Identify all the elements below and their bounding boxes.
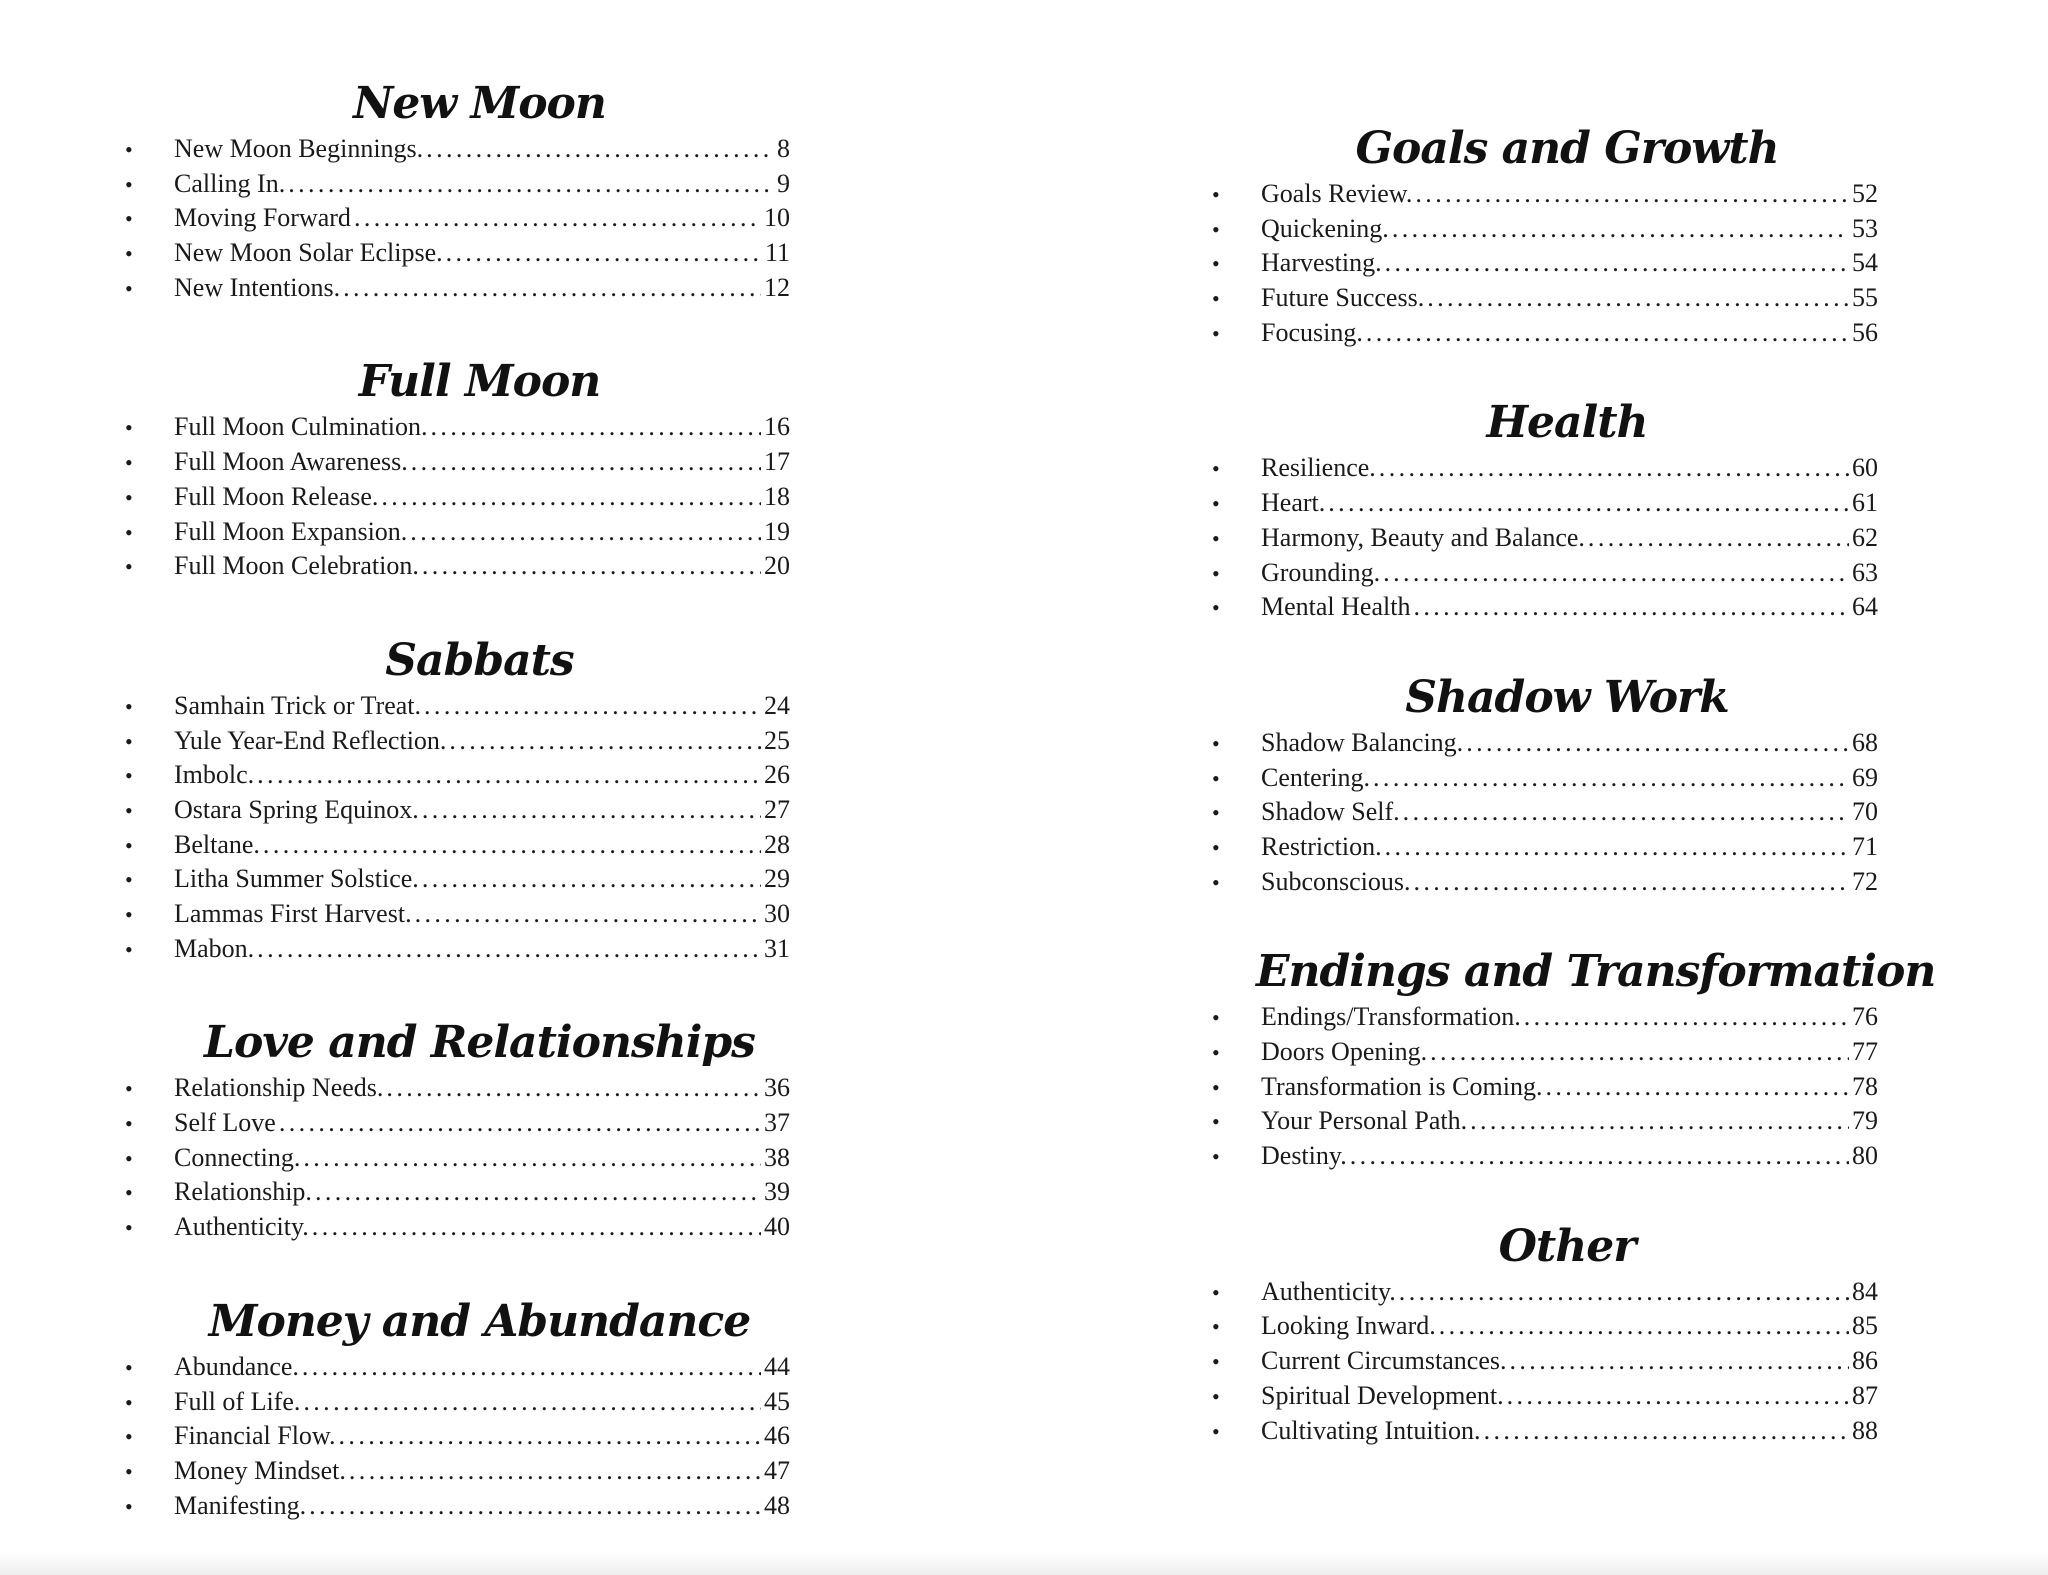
entry-title: Goals Review. [1261, 179, 1413, 208]
entry-title: Moving Forward [174, 203, 351, 233]
page-number: 20 [764, 551, 790, 581]
page-number: 53 [1852, 213, 1878, 243]
toc-entry [1212, 726, 1878, 761]
entry-title: Transformation is Coming. [1261, 1071, 1543, 1101]
entry-title: Litha Summer Solstice. [174, 864, 419, 894]
page-number: 26 [764, 760, 790, 790]
entry-title: Focusing. [1261, 317, 1363, 347]
entry-title: Mabon. [174, 933, 255, 963]
toc-section-new-moon [125, 76, 790, 305]
dot-leader [1466, 726, 1849, 761]
dot-leader [431, 410, 761, 445]
bullet-icon: • [1212, 1144, 1220, 1170]
page-number: 37 [764, 1108, 790, 1138]
entry-title: Full Moon Release. [174, 481, 379, 511]
dot-leader [422, 862, 761, 897]
page-number: 62 [1852, 522, 1878, 552]
entry-title: New Moon Beginnings. [174, 134, 424, 163]
bullet-icon: • [1212, 800, 1220, 826]
toc-entry [125, 1210, 790, 1245]
bullet-icon: • [125, 1389, 133, 1415]
dot-leader [1484, 1414, 1849, 1449]
bullet-icon: • [1212, 869, 1220, 895]
page-number: 12 [764, 272, 790, 302]
bullet-icon: • [1212, 456, 1220, 482]
toc-entry [1212, 761, 1878, 796]
section-heading: Other [1498, 1220, 1636, 1272]
page-number: 10 [764, 203, 790, 233]
entry-title: Endings/Transformation. [1261, 1002, 1521, 1032]
entry-title: Destiny. [1261, 1141, 1347, 1171]
bullet-icon: • [125, 1458, 133, 1484]
entry-title: Full Moon Expansion. [174, 516, 408, 546]
bullet-icon: • [125, 484, 133, 510]
toc-entry [125, 897, 790, 932]
toc-entry [125, 549, 790, 584]
dot-leader [422, 549, 761, 584]
entry-title: Beltane. [174, 829, 260, 859]
dot-leader [1415, 177, 1849, 212]
page-number: 17 [764, 447, 790, 477]
toc-entry-list [125, 689, 790, 967]
toc-entry [1212, 1414, 1878, 1449]
dot-leader [349, 1454, 761, 1489]
page-number: 85 [1852, 1311, 1878, 1341]
page-number: 38 [764, 1142, 790, 1172]
toc-entry-list [125, 132, 790, 305]
dot-leader [1328, 486, 1849, 521]
section-heading: Goals and Growth [1355, 123, 1779, 174]
dot-leader [303, 1141, 761, 1176]
entry-title: Authenticity. [1261, 1276, 1396, 1306]
page-number: 79 [1852, 1106, 1878, 1136]
section-heading: Money and Abundance [208, 1295, 751, 1347]
toc-entry-list [1212, 1000, 1878, 1173]
page-number: 88 [1852, 1415, 1878, 1445]
page-number: 27 [764, 794, 790, 824]
dot-leader [343, 271, 761, 306]
toc-entry [125, 1385, 790, 1420]
toc-entry [125, 1419, 790, 1454]
page-number: 19 [764, 516, 790, 546]
toc-entry [125, 1350, 790, 1385]
toc-entry [1212, 1309, 1878, 1344]
dot-leader [303, 1385, 761, 1420]
dot-leader [1392, 212, 1849, 247]
toc-entry [125, 1141, 790, 1176]
toc-entry-list [1212, 1275, 1878, 1448]
toc-entry-list [1212, 451, 1878, 624]
dot-leader [1403, 795, 1849, 830]
bullet-icon: • [1212, 1109, 1220, 1135]
entry-title: Authenticity. [174, 1212, 309, 1242]
toc-entry [125, 1106, 790, 1141]
toc-entry-list [125, 1071, 790, 1244]
bullet-icon: • [125, 832, 133, 858]
dot-leader [339, 1419, 761, 1454]
dot-leader [1427, 281, 1849, 316]
entry-title: Current Circumstances. [1261, 1346, 1507, 1376]
toc-entry [125, 201, 790, 236]
bullet-icon: • [1212, 560, 1220, 586]
bullet-icon: • [1212, 251, 1220, 277]
toc-entry [125, 132, 790, 167]
toc-entry [125, 1071, 790, 1106]
section-heading: Shadow Work [1405, 671, 1729, 723]
page-number: 63 [1852, 557, 1878, 587]
page-number: 77 [1852, 1037, 1878, 1066]
entry-title: Lammas First Harvest. [174, 899, 412, 928]
bullet-icon: • [1212, 1314, 1220, 1340]
entry-title: Samhain Trick or Treat. [174, 690, 422, 720]
bullet-icon: • [125, 936, 133, 962]
toc-section-endings-and-transformation [1212, 944, 1936, 1173]
bullet-icon: • [125, 171, 133, 197]
entry-title: Harvesting. [1261, 248, 1382, 278]
toc-section-other [1212, 1219, 1878, 1448]
page-number: 28 [764, 829, 790, 859]
dot-leader [446, 236, 762, 271]
dot-leader [1383, 556, 1849, 591]
toc-section-health [1212, 395, 1878, 624]
page-number: 68 [1852, 727, 1878, 757]
dot-leader [1385, 830, 1849, 865]
dot-leader [449, 724, 761, 759]
bullet-icon: • [125, 1493, 133, 1519]
bullet-icon: • [125, 1076, 133, 1102]
entry-title: Grounding. [1261, 557, 1381, 587]
bullet-icon: • [1212, 491, 1220, 517]
bullet-icon: • [125, 763, 133, 789]
section-heading: Full Moon [358, 356, 601, 408]
page-number: 44 [764, 1351, 790, 1381]
entry-title: Connecting. [174, 1142, 301, 1172]
toc-section-sabbats [125, 633, 790, 967]
toc-entry [1212, 1035, 1878, 1070]
toc-section-full-moon [125, 354, 790, 583]
entry-title: Full of Life. [174, 1386, 301, 1416]
page-number: 64 [1852, 592, 1878, 622]
dot-leader [1373, 761, 1849, 796]
entry-title: Spiritual Development. [1261, 1380, 1504, 1410]
page-number: 45 [764, 1386, 790, 1416]
page-number: 78 [1852, 1071, 1878, 1101]
toc-entry [125, 236, 790, 271]
toc-entry-list [125, 410, 790, 583]
dot-leader [1379, 451, 1849, 486]
page-number: 16 [764, 412, 790, 442]
entry-title: Abundance. [174, 1351, 299, 1381]
section-heading: New Moon [353, 78, 606, 129]
bullet-icon: • [125, 415, 133, 441]
toc-entry [125, 515, 790, 550]
toc-entry [125, 1175, 790, 1210]
toc-entry [125, 1454, 790, 1489]
bullet-icon: • [125, 137, 133, 162]
entry-title: Cultivating Intuition. [1261, 1415, 1481, 1445]
entry-title: Calling In. [174, 168, 286, 198]
page-number: 47 [764, 1455, 790, 1485]
right-column [1212, 121, 1936, 1493]
entry-title: Financial Flow. [174, 1421, 336, 1451]
page-number: 36 [764, 1073, 790, 1103]
dot-leader [426, 132, 774, 167]
entry-title: Ostara Spring Equinox. [174, 794, 419, 824]
toc-entry [125, 445, 790, 480]
toc-entry [1212, 486, 1878, 521]
page-edge-shadow [0, 1553, 2048, 1575]
bullet-icon: • [1212, 1040, 1220, 1065]
page-number: 87 [1852, 1380, 1878, 1410]
entry-title: Yule Year-End Reflection. [174, 725, 447, 755]
toc-entry [1212, 212, 1878, 247]
toc-entry [1212, 590, 1878, 625]
bullet-icon: • [125, 554, 133, 580]
bullet-icon: • [125, 275, 133, 301]
entry-title: Quickening. [1261, 213, 1389, 243]
entry-title: Your Personal Path. [1261, 1106, 1468, 1136]
toc-entry [1212, 281, 1878, 316]
page-number: 60 [1852, 453, 1878, 483]
entry-title: Mental Health [1261, 592, 1411, 622]
toc-entry-list [125, 1350, 790, 1523]
toc-entry [1212, 1104, 1878, 1139]
toc-entry [125, 1489, 790, 1524]
dot-leader [288, 167, 774, 202]
page-number: 40 [764, 1212, 790, 1242]
dot-leader [1350, 1139, 1849, 1174]
dot-leader [1366, 316, 1849, 351]
bullet-icon: • [1212, 1349, 1220, 1375]
page-number: 25 [764, 725, 790, 755]
dot-leader [1588, 521, 1849, 556]
toc-section-love-and-relationships [125, 1015, 790, 1244]
toc-entry [1212, 1000, 1878, 1035]
page-number: 30 [764, 899, 790, 928]
section-heading: Health [1486, 397, 1648, 449]
bullet-icon: • [125, 902, 133, 927]
dot-leader [354, 201, 761, 236]
bullet-icon: • [1212, 595, 1220, 621]
page-number: 84 [1852, 1276, 1878, 1306]
entry-title: Resilience. [1261, 453, 1376, 483]
toc-entry [1212, 556, 1878, 591]
dot-leader [257, 758, 761, 793]
dot-leader [312, 1210, 761, 1245]
page-number: 54 [1852, 248, 1878, 278]
toc-entry [1212, 246, 1878, 281]
dot-leader [381, 480, 761, 515]
toc-entry [125, 828, 790, 863]
bullet-icon: • [1212, 1005, 1220, 1031]
entry-title: Heart. [1261, 488, 1326, 518]
dot-leader [263, 828, 761, 863]
bullet-icon: • [125, 1424, 133, 1450]
page-number: 9 [777, 168, 790, 198]
bullet-icon: • [125, 867, 133, 893]
bullet-icon: • [125, 241, 133, 267]
entry-title: Restriction. [1261, 831, 1382, 861]
page-number: 61 [1852, 488, 1878, 518]
dot-leader [410, 515, 761, 550]
toc-entry [1212, 451, 1878, 486]
dot-leader [1510, 1344, 1850, 1379]
dot-leader [309, 1489, 761, 1524]
dot-leader [424, 689, 761, 724]
toc-entry [1212, 1070, 1878, 1105]
dot-leader [279, 1106, 761, 1141]
page-number: 55 [1852, 283, 1878, 313]
toc-entry [125, 793, 790, 828]
bullet-icon: • [125, 693, 133, 719]
entry-title: New Intentions. [174, 272, 341, 302]
bullet-icon: • [1212, 525, 1220, 551]
dot-leader [1439, 1309, 1849, 1344]
page-number: 86 [1852, 1346, 1878, 1376]
toc-entry [125, 758, 790, 793]
entry-title: Looking Inward. [1261, 1311, 1436, 1341]
bullet-icon: • [125, 1145, 133, 1171]
bullet-icon: • [1212, 1074, 1220, 1100]
toc-section-shadow-work [1212, 670, 1878, 899]
entry-title: Money Mindset. [174, 1455, 346, 1485]
bullet-icon: • [1212, 730, 1220, 756]
entry-title: Relationship Needs. [174, 1073, 384, 1103]
toc-entry-list [1212, 177, 1878, 350]
entry-title: Harmony, Beauty and Balance. [1261, 522, 1585, 552]
page-number: 52 [1852, 179, 1878, 208]
toc-entry [1212, 177, 1878, 212]
dot-leader [1524, 1000, 1849, 1035]
entry-title: Centering. [1261, 762, 1371, 792]
page-number: 72 [1852, 866, 1878, 896]
dot-leader [1399, 1275, 1849, 1310]
dot-leader [302, 1350, 761, 1385]
page-number: 46 [764, 1421, 790, 1451]
dot-leader [315, 1175, 761, 1210]
bullet-icon: • [1212, 834, 1220, 860]
toc-entry [1212, 1344, 1878, 1379]
dot-leader [1470, 1104, 1849, 1139]
toc-entry [125, 167, 790, 202]
bullet-icon: • [125, 728, 133, 754]
toc-section-goals-and-growth [1212, 121, 1878, 350]
entry-title: Full Moon Celebration. [174, 551, 419, 581]
toc-entry [125, 724, 790, 759]
dot-leader [257, 932, 761, 967]
toc-entry [1212, 316, 1878, 351]
entry-title: Relationship. [174, 1177, 312, 1207]
page-number: 71 [1852, 831, 1878, 861]
entry-title: Future Success. [1261, 283, 1425, 313]
entry-title: Manifesting. [174, 1490, 307, 1520]
dot-leader [1413, 590, 1849, 625]
bullet-icon: • [125, 1111, 133, 1137]
bullet-icon: • [125, 450, 133, 476]
dot-leader [422, 793, 761, 828]
page-number: 56 [1852, 317, 1878, 347]
page-number: 11 [764, 238, 790, 268]
bullet-icon: • [1212, 320, 1220, 346]
section-heading: Sabbats [385, 634, 574, 686]
entry-title: Full Moon Culmination. [174, 412, 428, 442]
toc-section-money-and-abundance [125, 1294, 790, 1523]
dot-leader [1507, 1379, 1849, 1414]
toc-entry [1212, 521, 1878, 556]
bullet-icon: • [125, 206, 133, 232]
bullet-icon: • [125, 519, 133, 545]
bullet-icon: • [1212, 765, 1220, 791]
page-number: 48 [764, 1490, 790, 1520]
left-column [125, 76, 790, 1572]
toc-entry [1212, 830, 1878, 865]
toc-entry [1212, 1275, 1878, 1310]
bullet-icon: • [125, 797, 133, 823]
dot-leader [1385, 246, 1849, 281]
entry-title: Imbolc. [174, 760, 255, 790]
dot-leader [411, 445, 761, 480]
toc-entry [125, 862, 790, 897]
entry-title: Shadow Self. [1261, 797, 1400, 827]
dot-leader [1430, 1035, 1849, 1070]
section-heading: Love and Relationships [204, 1017, 755, 1069]
dot-leader [1414, 865, 1850, 900]
page-number: 24 [764, 690, 790, 720]
toc-entry [125, 932, 790, 967]
page-number: 39 [764, 1177, 790, 1207]
bullet-icon: • [1212, 182, 1220, 207]
dot-leader [1545, 1070, 1849, 1105]
toc-entry [1212, 795, 1878, 830]
page-number: 69 [1852, 762, 1878, 792]
bullet-icon: • [125, 1354, 133, 1380]
bullet-icon: • [125, 1215, 133, 1241]
toc-entry-list [1212, 726, 1878, 899]
bullet-icon: • [125, 1180, 133, 1206]
entry-title: Doors Opening. [1261, 1037, 1428, 1066]
toc-entry [1212, 1379, 1878, 1414]
toc-entry [125, 410, 790, 445]
toc-entry [125, 271, 790, 306]
bullet-icon: • [1212, 1383, 1220, 1409]
page-number: 80 [1852, 1141, 1878, 1171]
bullet-icon: • [1212, 1279, 1220, 1305]
page-number: 29 [764, 864, 790, 894]
bullet-icon: • [1212, 286, 1220, 312]
entry-title: New Moon Solar Eclipse. [174, 238, 443, 268]
toc-entry [125, 480, 790, 515]
toc-entry [1212, 1139, 1878, 1174]
toc-entry [125, 689, 790, 724]
section-heading: Endings and Transformation [1256, 946, 1936, 998]
dot-leader [386, 1071, 761, 1106]
entry-title: Shadow Balancing. [1261, 727, 1464, 757]
bullet-icon: • [1212, 1418, 1220, 1444]
dot-leader [415, 897, 761, 932]
page-number: 8 [777, 134, 790, 163]
toc-entry [1212, 865, 1878, 900]
entry-title: Full Moon Awareness. [174, 447, 408, 477]
page-number: 18 [764, 481, 790, 511]
bullet-icon: • [1212, 216, 1220, 242]
page-number: 31 [764, 933, 790, 963]
page-number: 70 [1852, 797, 1878, 827]
page-number: 76 [1852, 1002, 1878, 1032]
entry-title: Subconscious. [1261, 866, 1411, 896]
entry-title: Self Love [174, 1108, 276, 1138]
